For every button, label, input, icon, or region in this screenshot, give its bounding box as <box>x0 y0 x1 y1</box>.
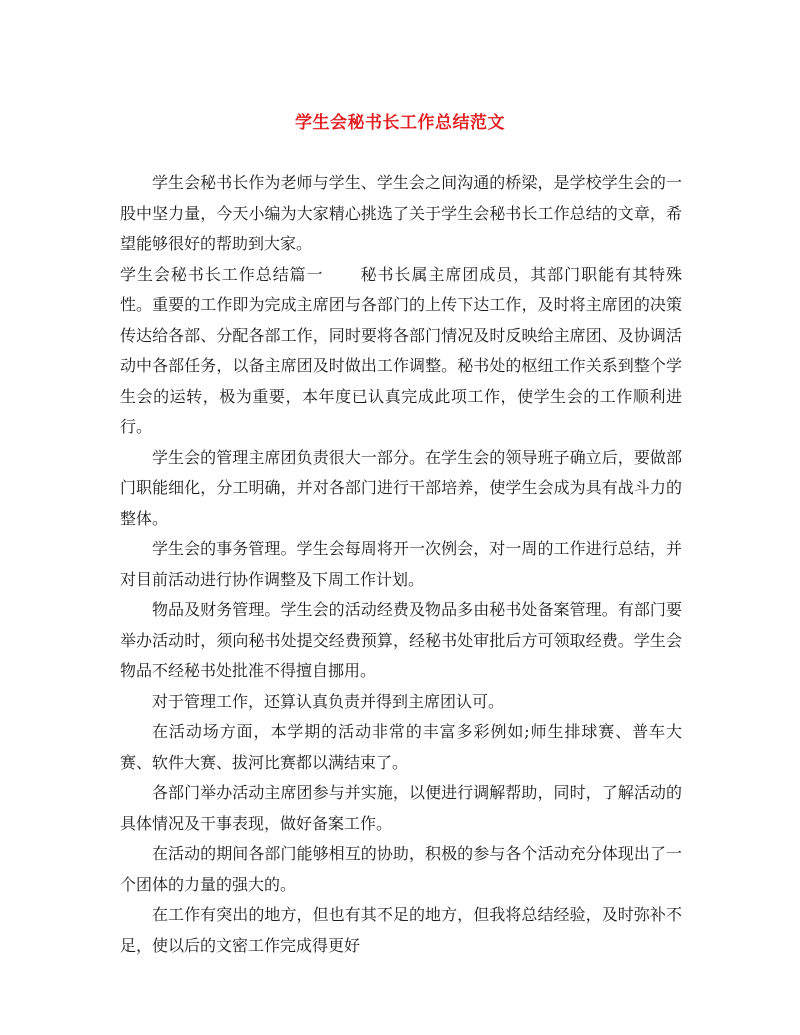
body-paragraph: 对于管理工作，还算认真负责并得到主席团认可。 <box>152 691 505 711</box>
body-paragraph: 在活动场方面，本学期的活动非常的丰富多彩例如;师生排球赛、普车大赛、软件大赛、拔河比赛都以满结束了。 <box>120 722 682 772</box>
section-first-text: 秘书长属主席团成员，其部门职能有其特殊性。重要的工作即为完成主席团与各部门的上传下达工作，及时将主席团的决策传达给各部、分配各部工作，同时要将各部门情况及时反映给主席团、及协调活动中各部任务，以备主席团及时做出工作调整。秘书处的枢纽工作关系到整个学生会的运转，极为重要，本年度已认真完成此项工作，使学生会的工作顺利进行。 <box>120 264 682 436</box>
intro-paragraph: 学生会秘书长作为老师与学生、学生会之间沟通的桥梁，是学校学生会的一股中坚力量，今天小编为大家精心挑选了关于学生会秘书长工作总结的文章，希望能够很好的帮助到大家。 <box>120 173 682 253</box>
section-heading: 学生会秘书长工作总结篇一 <box>120 264 324 284</box>
body-paragraph: 学生会的管理主席团负责很大一部分。在学生会的领导班子确立后，要做部门职能细化，分工明确，并对各部门进行干部培养，使学生会成为具有战斗力的整体。 <box>120 447 682 528</box>
body-paragraph: 学生会的事务管理。学生会每周将开一次例会，对一周的工作进行总结，并对目前活动进行协作调整及下周工作计划。 <box>120 539 682 589</box>
document-body <box>120 168 682 961</box>
body-paragraph: 在活动的期间各部门能够相互的协助，积极的参与各个活动充分体现出了一个团体的力量的强大的。 <box>120 844 682 894</box>
body-paragraph: 在工作有突出的地方，但也有其不足的地方，但我将总结经验，及时弥补不足，使以后的文密工作完成得更好 <box>120 905 682 955</box>
document-title: 学生会秘书长工作总结范文 <box>295 113 505 133</box>
body-paragraph: 物品及财务管理。学生会的活动经费及物品多由秘书处备案管理。有部门要举办活动时，须向秘书处提交经费预算，经秘书处审批后方可领取经费。学生会物品不经秘书处批准不得擅自挪用。 <box>120 600 682 680</box>
body-paragraph: 各部门举办活动主席团参与并实施，以便进行调解帮助，同时，了解活动的具体情况及干事表现，做好备案工作。 <box>120 783 682 833</box>
section-paragraph <box>120 260 682 443</box>
